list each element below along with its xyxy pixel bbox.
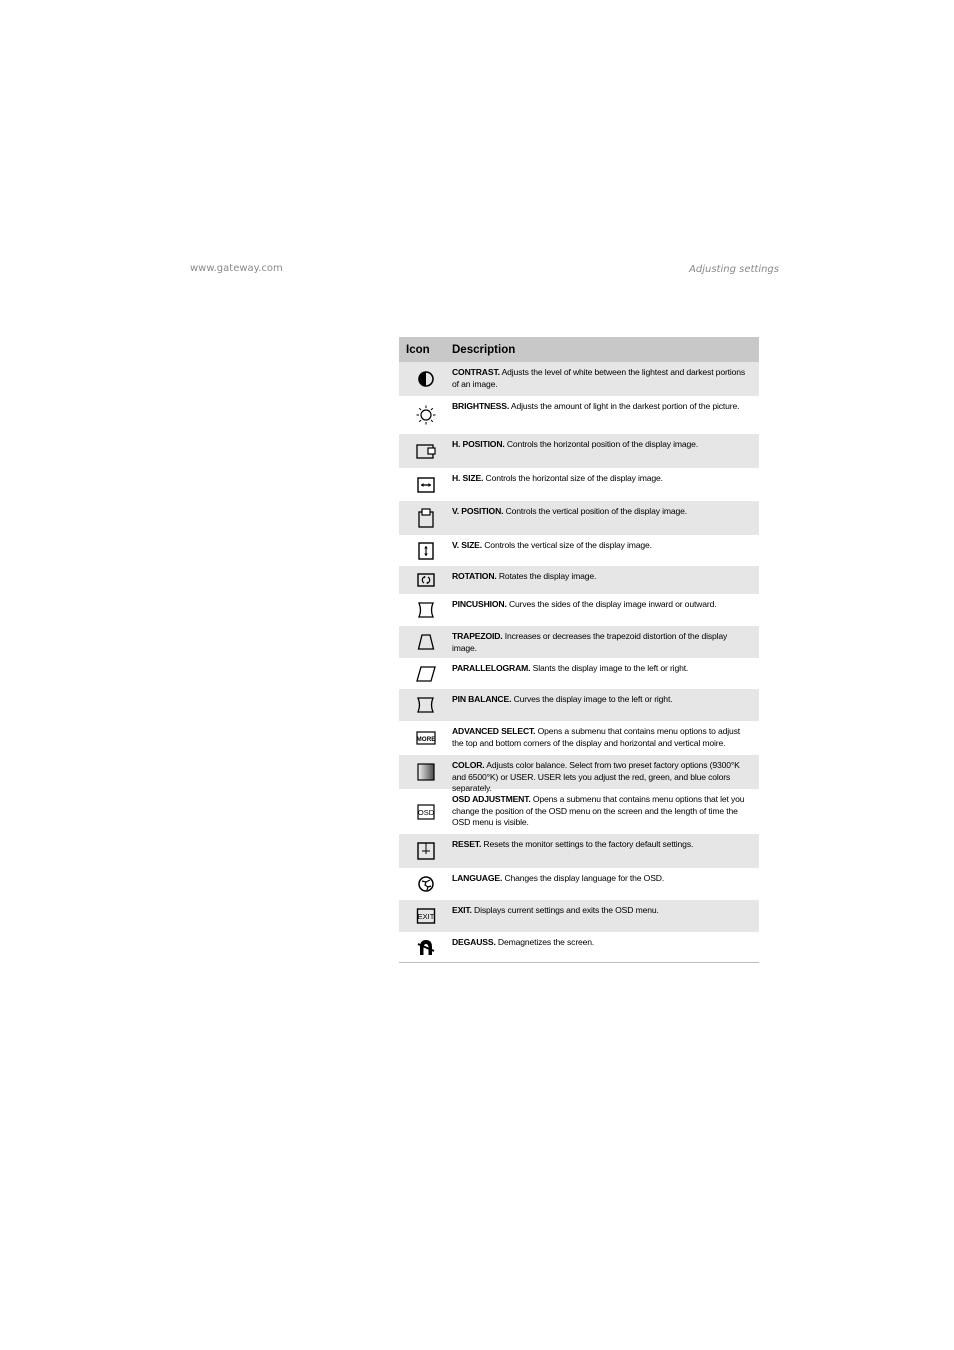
table-row: V. SIZE. Controls the vertical size of the display image.	[399, 535, 759, 566]
table-row: MORE ADVANCED SELECT. Opens a submenu that contains menu options to adjust the top and bottom corners of the display and horizontal and vertical moire.	[416, 726, 741, 748]
table-row: EXIT EXIT. Displays current settings and exits the OSD menu.	[399, 900, 759, 932]
h-position-icon	[416, 441, 436, 461]
table-row: RESET. Resets the monitor settings to the factory default settings.	[399, 834, 759, 868]
table-row: COLOR. Adjusts color balance. Select from two preset factory options (9300°K and 6500°K) or USER. USER lets you adjust the red, green, and blue colors separately.	[399, 755, 759, 789]
table-row: PINCUSHION. Curves the sides of the display image inward or outward.	[399, 594, 759, 626]
advanced-select-icon	[416, 728, 436, 748]
table-row: DEGAUSS. Demagnetizes the screen.	[399, 932, 759, 962]
column-header-icon: Icon	[406, 343, 430, 356]
table-header	[399, 337, 759, 362]
degauss-icon	[416, 937, 436, 957]
table-row: H. SIZE. Controls the horizontal size of the display image.	[399, 468, 759, 501]
pin-balance-icon	[416, 695, 436, 715]
table-row: OSD OSD ADJUSTMENT. Opens a submenu that contains menu options that let you change the position of the OSD menu on the screen and the length of time the OSD menu is visible.	[417, 794, 745, 827]
trapezoid-icon	[416, 632, 436, 652]
language-icon	[416, 874, 436, 894]
v-size-icon	[416, 541, 436, 561]
table-row: V. POSITION. Controls the vertical position of the display image.	[399, 501, 759, 535]
h-size-icon	[416, 475, 436, 495]
table-row: H. POSITION. Controls the horizontal position of the display image.	[399, 434, 759, 468]
contrast-icon	[416, 369, 436, 389]
table-row: PIN BALANCE. Curves the display image to the left or right.	[399, 689, 759, 721]
reset-icon	[416, 841, 436, 861]
svg-text:MORE: MORE	[416, 735, 435, 743]
table-row: PARALLELOGRAM. Slants the display image to the left or right.	[399, 658, 759, 689]
svg-text:EXIT: EXIT	[417, 912, 434, 922]
table-row: TRAPEZOID. Increases or decreases the trapezoid distortion of the display image.	[399, 626, 759, 658]
rotation-icon	[416, 570, 436, 590]
v-position-icon	[416, 508, 436, 528]
table-row: ROTATION. Rotates the display image.	[399, 566, 759, 594]
parallelogram-icon	[416, 664, 436, 684]
brightness-icon	[416, 405, 436, 425]
table-row: BRIGHTNESS. Adjusts the amount of light in the darkest portion of the picture.	[399, 396, 759, 434]
pincushion-icon	[416, 600, 436, 620]
header-section-title: Adjusting settings	[689, 264, 779, 275]
table-row: CONTRAST. Adjusts the level of white between the lightest and darkest portions of an image.	[399, 362, 759, 396]
osd-icon-table	[399, 337, 759, 963]
svg-text:OSD: OSD	[417, 807, 434, 817]
column-header-description: Description	[452, 343, 516, 356]
header-url: www.gateway.com	[190, 263, 283, 274]
osd-adjustment-icon	[416, 802, 436, 822]
exit-icon	[416, 906, 436, 926]
table-row: LANGUAGE. Changes the display language for the OSD.	[399, 868, 759, 900]
color-icon	[416, 762, 436, 782]
